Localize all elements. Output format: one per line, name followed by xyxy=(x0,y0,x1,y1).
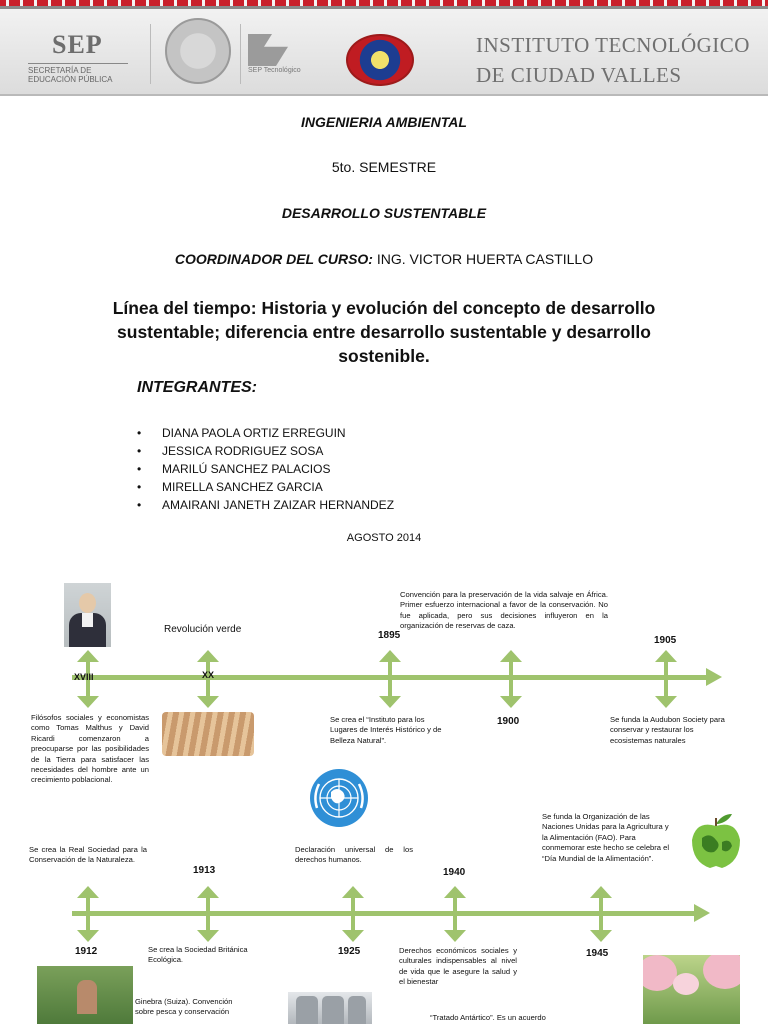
institute-title xyxy=(476,30,750,90)
malthus-portrait xyxy=(64,583,111,647)
timeline-2-marker xyxy=(590,886,612,942)
green-apple-globe-icon xyxy=(690,808,742,870)
note-antartico: “Tratado Antártico”. Es un acuerdo xyxy=(430,1013,546,1022)
united-nations-emblem-icon xyxy=(309,768,369,828)
label-xx: XX xyxy=(202,670,215,680)
tecnologico-mark-icon xyxy=(248,34,288,66)
tecnologico-logo-text: SEP Tecnológico xyxy=(248,67,301,74)
note-malthus: Filósofos sociales y economistas como Tomas Malthus y David Ricardi comenzaron a preocuparse por las posibilidades de la Tierra para satisfacer las necesidades del hombre ante un crecimiento poblacional. xyxy=(31,713,149,785)
members-list xyxy=(137,424,394,514)
note-1925: Declaración universal de los derechos humanos. xyxy=(295,845,413,865)
gardening-photo xyxy=(37,966,133,1024)
timeline-1-marker xyxy=(379,650,401,708)
member-item: • AMAIRANI JANETH ZAIZAR HERNANDEZ xyxy=(137,496,394,514)
timeline-2-arrowhead xyxy=(694,904,710,922)
member-item: • JESSICA RODRIGUEZ SOSA xyxy=(137,442,394,460)
timeline-1-marker xyxy=(655,650,677,708)
year-1940: 1940 xyxy=(443,867,466,878)
note-1945: Se funda la Organización de las Naciones Unidas para la Agricultura y la Alimentación (FAO). Para conmemorar este hecho se celebra el “Día Mundial de la Alimentación”. xyxy=(542,812,670,863)
year-1913: 1913 xyxy=(193,865,216,876)
year-1895: 1895 xyxy=(378,630,401,641)
blossom-trees-photo xyxy=(643,955,740,1024)
member-item: • MARILÚ SANCHEZ PALACIOS xyxy=(137,460,394,478)
date: AGOSTO 2014 xyxy=(346,532,422,544)
label-xviii: XVIII xyxy=(74,672,94,682)
coordinator-name: ING. VICTOR HUERTA CASTILLO xyxy=(376,251,594,267)
note-1905: Se funda la Audubon Society para conservar y restaurar los ecosistemas naturales xyxy=(610,715,725,745)
year-1945: 1945 xyxy=(586,948,609,959)
coordinator-label: COORDINADOR DEL CURSO: xyxy=(174,251,373,267)
institute-title-line2: DE CIUDAD VALLES xyxy=(476,63,682,87)
member-item: • MIRELLA SANCHEZ GARCIA xyxy=(137,478,394,496)
note-1900: Convención para la preservación de la vida salvaje en África. Primer esfuerzo internacional a favor de la conservación. No fue aplicada, pero sus decisiones influyeron en la organización de reservas de caza. xyxy=(400,590,608,631)
timeline-2-marker xyxy=(197,886,219,942)
semester: 5to. SEMESTRE xyxy=(331,159,437,175)
crop-field-image xyxy=(162,712,254,756)
header-divider xyxy=(240,24,241,84)
timeline-2-marker xyxy=(77,886,99,942)
timeline-1-marker xyxy=(500,650,522,708)
sep-logo xyxy=(20,30,130,86)
cooling-towers-photo xyxy=(288,992,372,1024)
timeline-2-marker xyxy=(342,886,364,942)
subject-name: DESARROLLO SUSTENTABLE xyxy=(281,205,487,221)
header-divider xyxy=(150,24,151,84)
header-stripe-shadow xyxy=(0,6,768,9)
label-revolucion-verde: Revolución verde xyxy=(164,624,242,635)
members-label: INTEGRANTES xyxy=(137,379,252,396)
coordinator xyxy=(0,251,768,267)
sep-logo-subtitle: SECRETARÍA DE EDUCACIÓN PÚBLICA xyxy=(28,66,113,84)
members-heading: INTEGRANTES: xyxy=(137,379,257,396)
timeline-1-arrowhead xyxy=(706,668,722,686)
year-1905: 1905 xyxy=(654,635,677,646)
career-name: INGENIERIA AMBIENTAL xyxy=(301,114,467,130)
sep-logo-text: SEP xyxy=(52,30,103,59)
year-1900: 1900 xyxy=(497,716,520,727)
institute-title-line1: INSTITUTO TECNOLÓGICO xyxy=(476,33,750,57)
institute-emblem-icon xyxy=(346,34,414,86)
note-1912: Se crea la Real Sociedad para la Conservación de la Naturaleza. xyxy=(29,845,147,865)
tecnologico-logo xyxy=(248,34,328,82)
header-banner xyxy=(0,0,768,96)
note-1895: Se crea el “Instituto para los Lugares de Interés Histórico y de Belleza Natural”. xyxy=(330,715,442,745)
year-1925: 1925 xyxy=(338,946,361,957)
note-ginebra: Ginebra (Suiza). Convención sobre pesca y conservación xyxy=(135,997,233,1017)
national-seal-icon xyxy=(165,18,231,84)
note-1913: Se crea la Sociedad Británica Ecológica. xyxy=(148,945,248,965)
document-title: Línea del tiempo: Historia y evolución del concepto de desarrollo sustentable; diferencia entre desarrollo sustentable y desarrollo sostenible. xyxy=(112,298,656,366)
sep-logo-rule xyxy=(28,63,128,64)
note-1940: Derechos económicos sociales y culturales indispensables al nivel de vida que le asegure la salud y el bienestar xyxy=(399,946,517,987)
member-item: • DIANA PAOLA ORTIZ ERREGUIN xyxy=(137,424,394,442)
year-1912: 1912 xyxy=(75,946,98,957)
timeline-2-marker xyxy=(444,886,466,942)
